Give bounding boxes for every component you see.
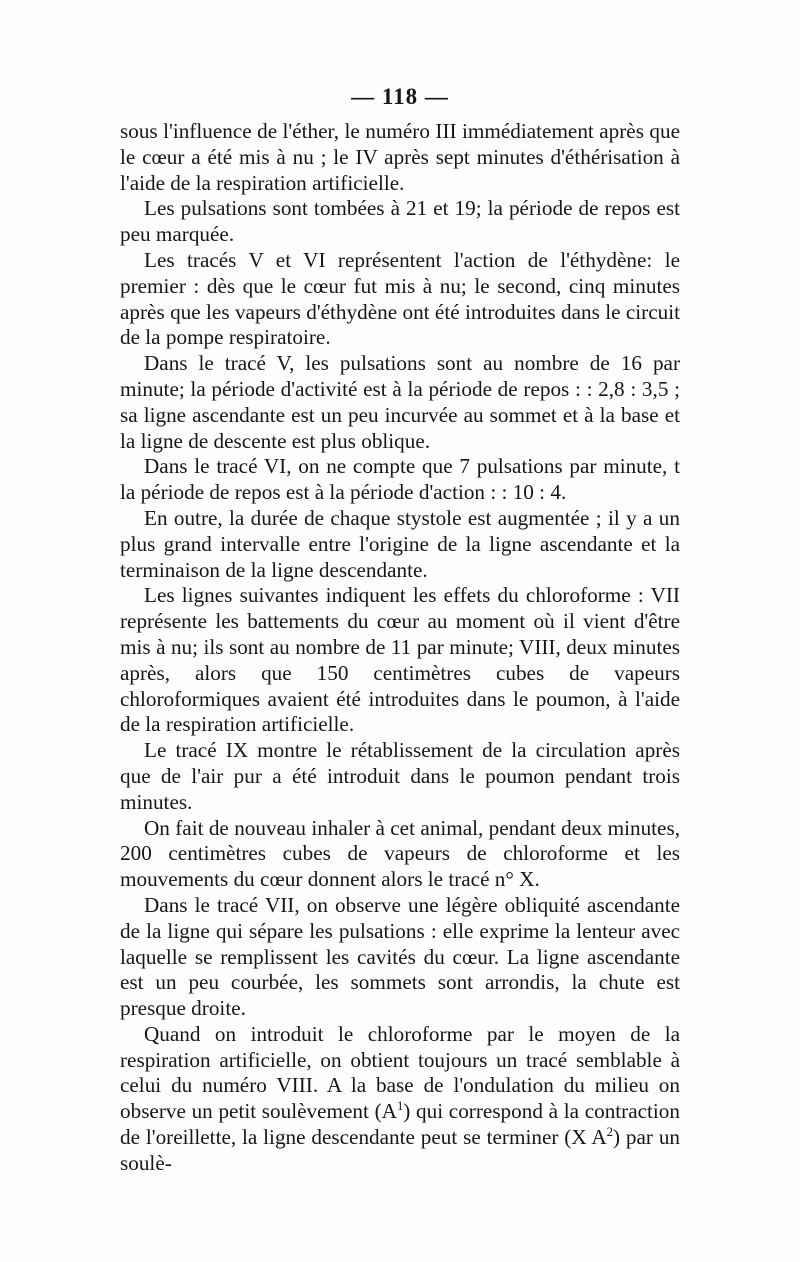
- text-segment: ) qui correspond à la contraction de l'oreillette, la ligne descendante peut se terminer (X A: [120, 1099, 680, 1150]
- text-segment: Quand on introduit le chloroforme par le moyen de la respiration artificielle, on obtient toujours un tracé semblable à celui du numéro VIII. A la base de l'ondulation du milieu on observe un petit soulèvement (A: [120, 1021, 680, 1124]
- text-segment: ) par un soulè-: [120, 1125, 681, 1175]
- paragraph-last: [120, 1022, 680, 1177]
- paragraph: Dans le tracé V, les pulsations sont au nombre de 16 par minute; la période d'activité est à la période de repos : : 2,8 : 3,5 ; sa ligne ascendante est un peu incurvée au sommet et à la base et la ligne de descente est plus oblique.: [120, 351, 680, 453]
- body-text: [120, 119, 680, 1177]
- paragraph: Les tracés V et VI représentent l'action de l'éthydène: le premier : dès que le cœur fut mis à nu; le second, cinq minutes après que les vapeurs d'éthydène ont été introduites dans le circuit de la pompe respiratoire.: [120, 247, 680, 350]
- paragraph: Dans le tracé VI, on ne compte que 7 pulsations par minute, t la période de repos est à la période d'action : : 10 : 4.: [120, 454, 680, 505]
- paragraph: Le tracé IX montre le rétablissement de la circulation après que de l'air pur a été introduit dans le poumon pendant trois minutes.: [120, 738, 680, 814]
- paragraph: Les lignes suivantes indiquent les effets du chloroforme : VII représente les battements du cœur au moment où il vient d'être mis à nu; ils sont au nombre de 11 par minute; VIII, deux minutes après, alors que 150 centimètres cubes de vapeurs chloroformiques avaient été introduites dans le poumon, à l'aide de la respiration artificielle.: [120, 583, 680, 737]
- superscript: 2: [606, 1125, 613, 1140]
- paragraph: Dans le tracé VII, on observe une légère obliquité ascendante de la ligne qui sépare les pulsations : elle exprime la lenteur avec laquelle se remplissent les cavités du cœur. La ligne ascendante est un peu courbée, les sommets sont arrondis, la chute est presque droite.: [120, 892, 680, 1021]
- superscript: 1: [396, 1099, 404, 1114]
- paragraph: En outre, la durée de chaque stystole est augmentée ; il y a un plus grand intervalle entre l'origine de la ligne ascendante et la terminaison de la ligne descendante.: [120, 505, 680, 582]
- paragraph: On fait de nouveau inhaler à cet animal, pendant deux minutes, 200 centimètres cubes de vapeurs de chloroforme et les mouvements du cœur donnent alors le tracé n° X.: [120, 815, 680, 892]
- page-number: — 118 —: [351, 84, 449, 109]
- paragraph: Les pulsations sont tombées à 21 et 19; la période de repos est peu marquée.: [120, 196, 680, 247]
- paragraph: sous l'influence de l'éther, le numéro III immédiatement après que le cœur a été mis à nu ; le IV après sept minutes d'éthérisation à l'aide de la respiration artificielle.: [120, 119, 680, 195]
